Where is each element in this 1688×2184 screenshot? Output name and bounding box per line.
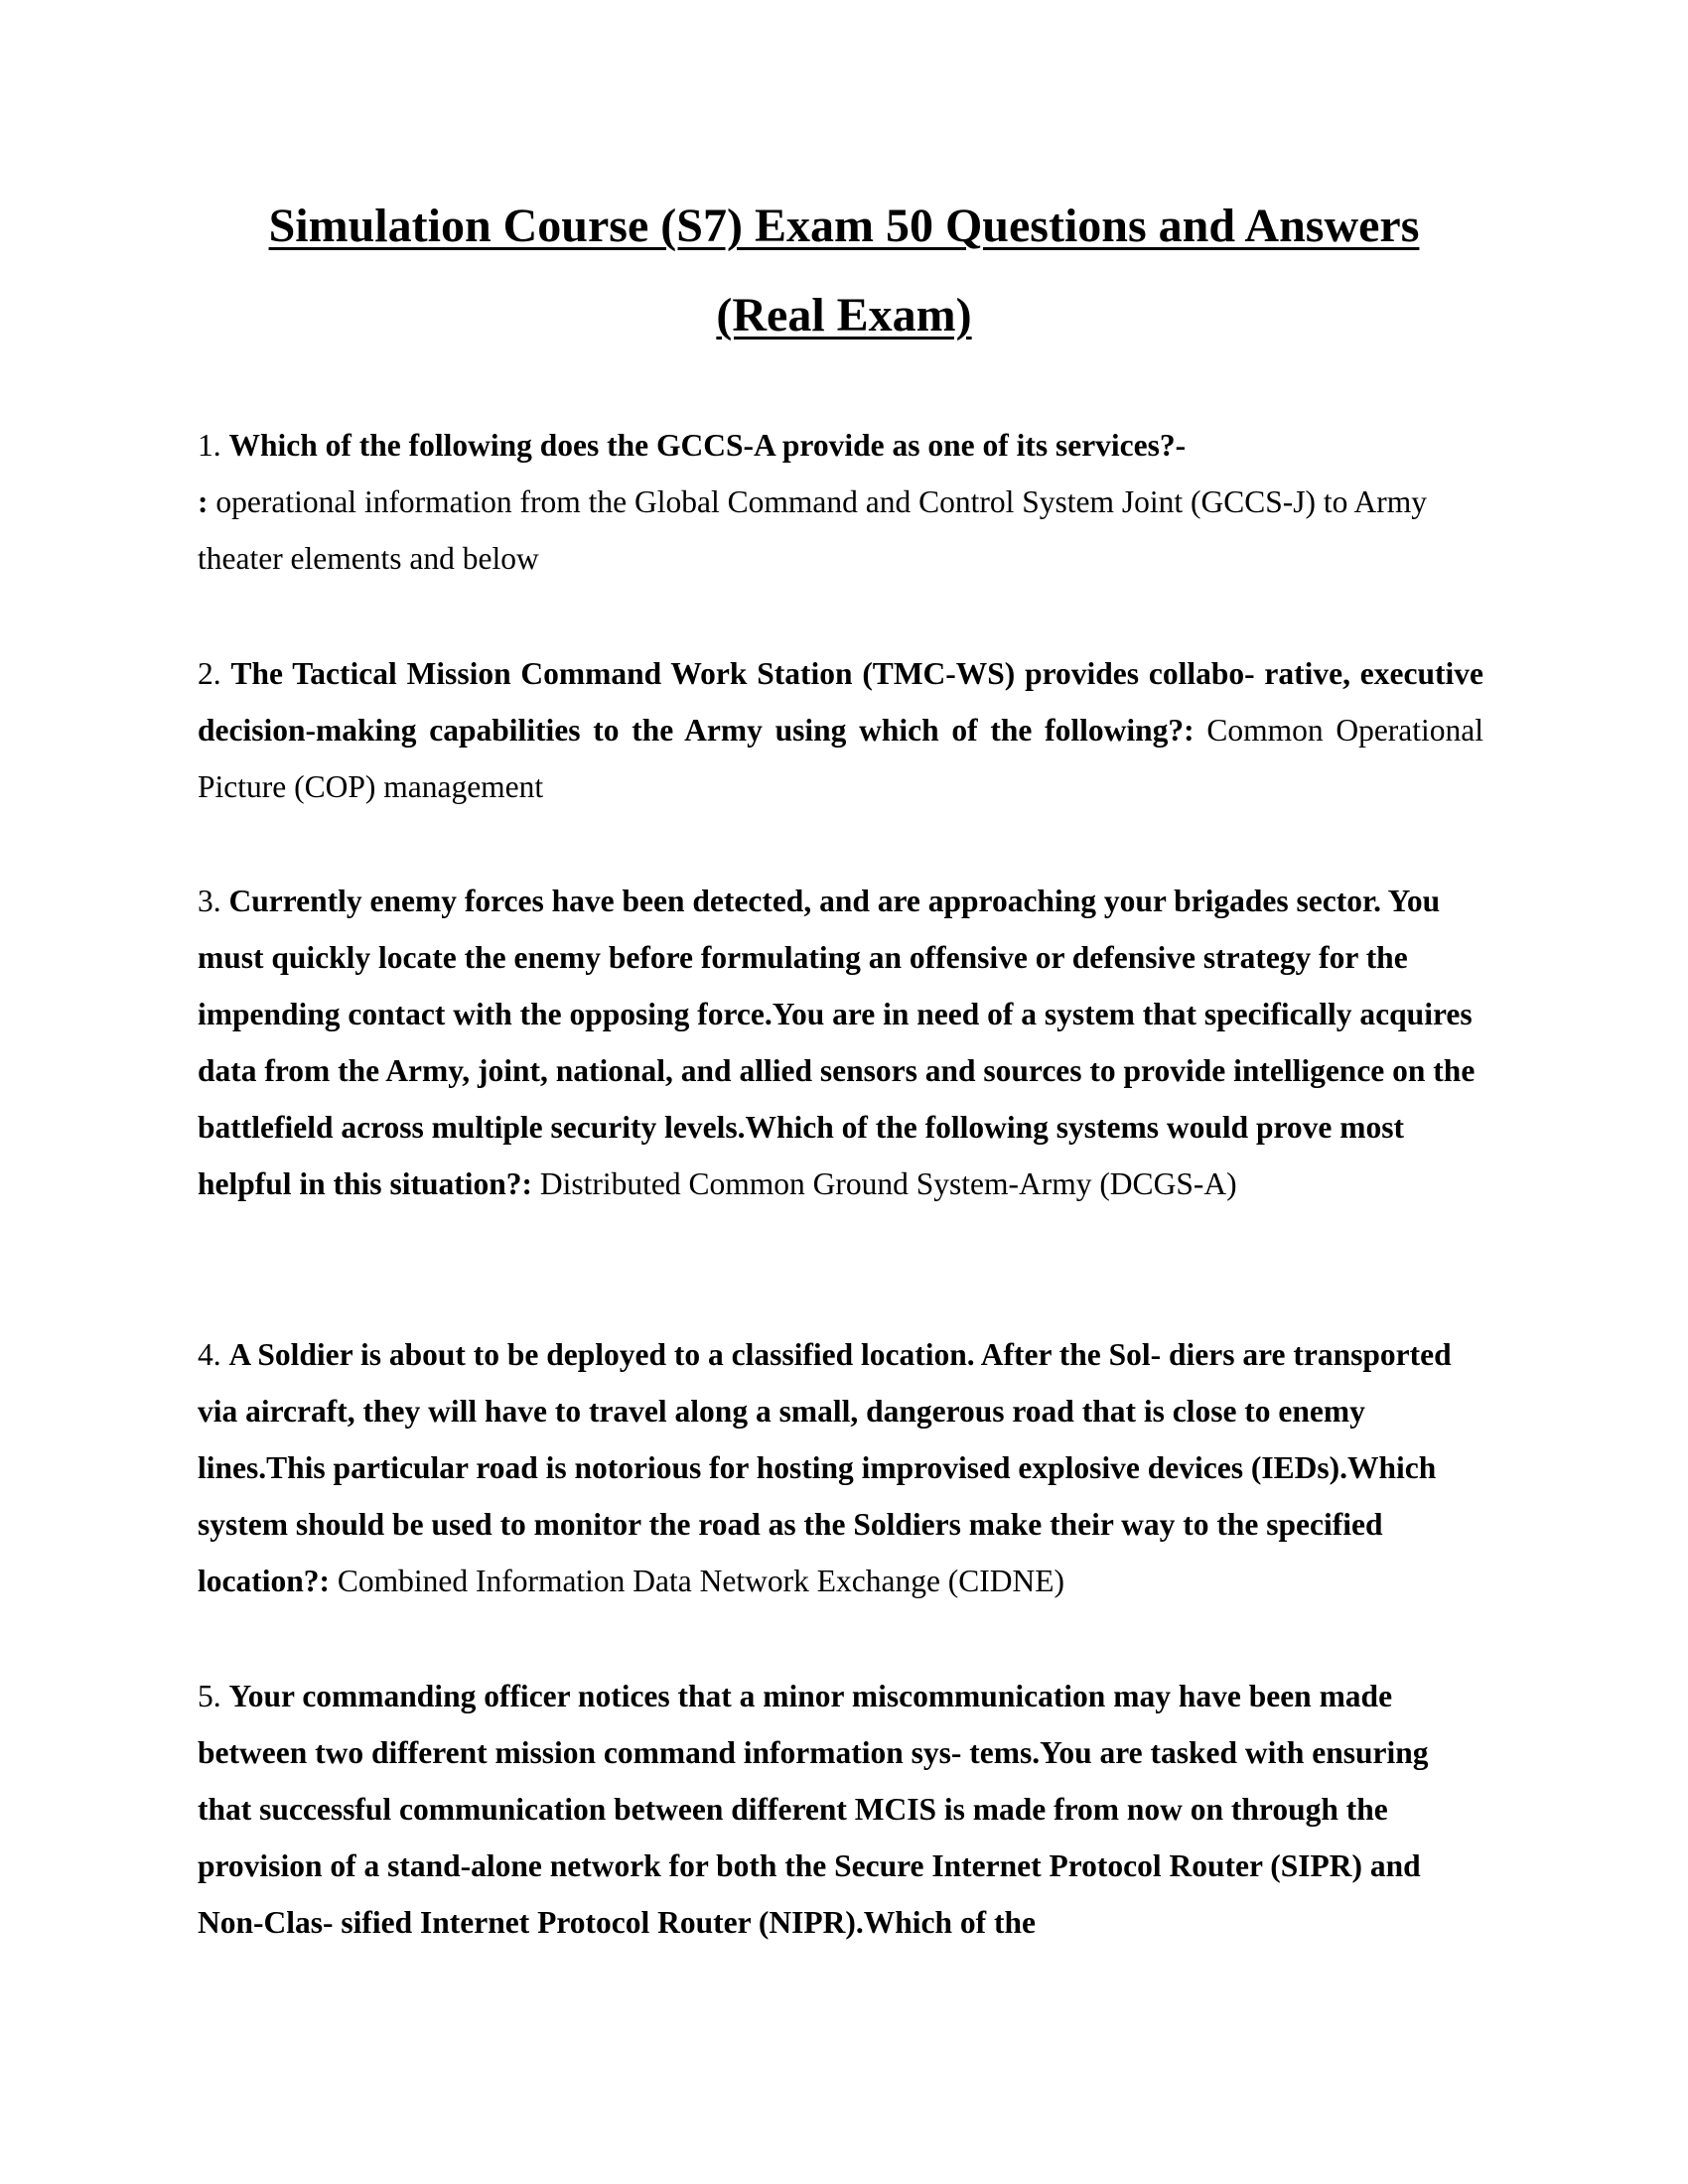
answer-text: Distributed Common Ground System-Army (DCGS-A) <box>539 1166 1237 1201</box>
question-number: 4. <box>198 1337 221 1372</box>
answer-text: operational information from the Global Command and Control System Joint (GCCS-J) to Army theater elements and below <box>198 484 1428 576</box>
answer-text: Combined Information Data Network Exchange (CIDNE) <box>337 1564 1065 1598</box>
page-subtitle: (Real Exam) <box>716 289 972 341</box>
question-2 <box>198 645 1483 815</box>
question-text: A Soldier is about to be deployed to a classified location. After the Sol- diers are transported via aircraft, they will have to travel along a small, dangerous road that is close to enemy lines.This particular road is notorious for hosting improvised explosive devices (IEDs).Which system should be used to monitor the road as the Soldiers make their way to the specified location?: <box>198 1337 1452 1598</box>
page-title: Simulation Course (S7) Exam 50 Questions and Answers <box>268 200 1420 252</box>
question-text: Currently enemy forces have been detected, and are approaching your brigades sector. You must quickly locate the enemy before formulating an offensive or defensive strategy for the impending contact with the opposing force.You are in need of a system that specifically acquires data from the Army, joint, national, and allied sensors and sources to provide intelligence on the battlefield across multiple security levels.Which of the following systems would prove most helpful in this situation?: <box>198 884 1476 1201</box>
question-text: The Tactical Mission Command Work Station (TMC-WS) provides collabo- rative, executive decision-making capabilities to the Army using which of the following?: <box>198 656 1483 748</box>
answer-text: Common Operational Picture (COP) management <box>198 713 1484 804</box>
question-3 <box>198 873 1483 1212</box>
question-5 <box>198 1668 1483 1951</box>
question-number: 2. <box>198 656 221 691</box>
question-text: Your commanding officer notices that a minor miscommunication may have been made between two different mission command information sys- tems.You are tasked with ensuring that successful communication between different MCIS is made from now on through the provision of a stand-alone network for both the Secure Internet Protocol Router (SIPR) and Non-Clas- sified Internet Protocol Router (NIPR).Which of the <box>198 1679 1429 1940</box>
answer-separator: : <box>198 484 209 519</box>
question-4 <box>198 1326 1483 1609</box>
question-text: Which of the following does the GCCS-A provide as one of its services?- <box>228 428 1187 463</box>
question-1 <box>198 417 1483 587</box>
question-number: 1. <box>198 428 221 463</box>
question-number: 3. <box>198 884 221 918</box>
question-number: 5. <box>198 1679 221 1713</box>
